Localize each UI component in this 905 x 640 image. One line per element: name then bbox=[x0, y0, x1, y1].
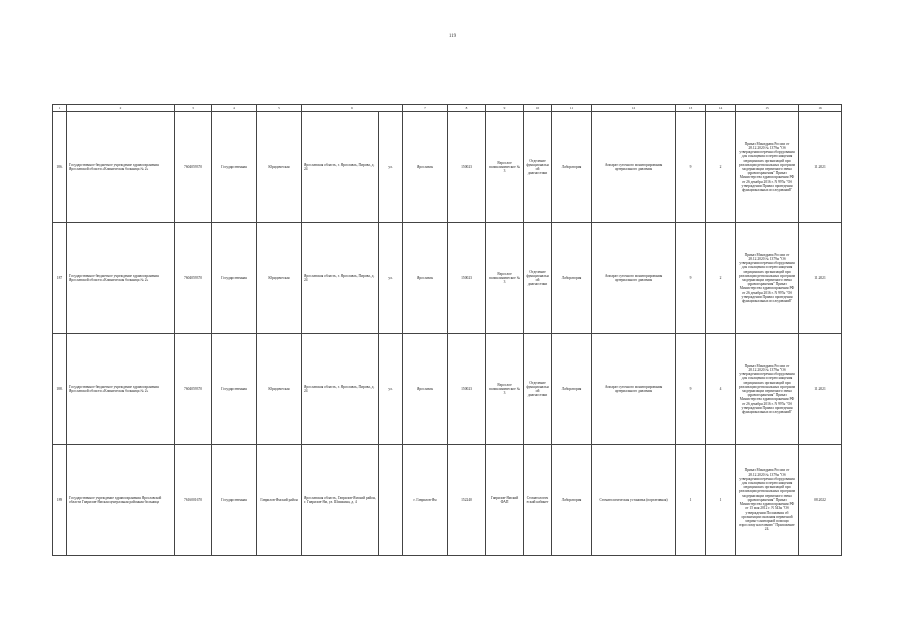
column-number: 11 bbox=[552, 105, 592, 112]
quantity-available: 2 bbox=[706, 223, 736, 334]
room: Лаборатория bbox=[552, 223, 592, 334]
column-number: 6 bbox=[302, 105, 403, 112]
room: Лаборатория bbox=[552, 334, 592, 445]
date: 11.2021 bbox=[799, 223, 842, 334]
column-number: 8 bbox=[448, 105, 486, 112]
column-number: 14 bbox=[706, 105, 736, 112]
equipment-table bbox=[52, 104, 842, 556]
column-number: 15 bbox=[736, 105, 799, 112]
city: г. Гаврилов-Ям bbox=[403, 445, 448, 556]
table-row bbox=[53, 334, 842, 445]
table-row bbox=[53, 223, 842, 334]
city: Ярославль bbox=[403, 334, 448, 445]
quantity-available: 2 bbox=[706, 112, 736, 223]
ownership-form: Государственная bbox=[212, 112, 257, 223]
column-number: 1 bbox=[53, 105, 67, 112]
column-number: 3 bbox=[175, 105, 212, 112]
legal-basis: Приказ Минздрава России от 28.12.2020 № 1379н "Об утверждении перечня оборудования для оснащения и переоснащения медицинских организаций при реализации региональных программ модернизации первичного звена здравоохранения" Приказ Министерства здравоохранения РФ от 26 декабря 2016 г. N 997н "Об утверждении Правил проведения функциональных исследований" bbox=[736, 223, 799, 334]
quantity-needed: 1 bbox=[676, 445, 706, 556]
row-number: 186. bbox=[53, 112, 67, 223]
quantity-available: 4 bbox=[706, 334, 736, 445]
address: Ярославская область, Гаврилов-Ямский район, г. Гаврилов-Ям, ул. Шишкина, д. 4 bbox=[302, 445, 379, 556]
organization-name: Государственное бюджетное учреждение здравоохранения Ярославской области «Клиническая больница № 2» bbox=[67, 112, 175, 223]
quantity-needed: 9 bbox=[676, 112, 706, 223]
entity-type: Юридическая bbox=[257, 112, 302, 223]
table-row bbox=[53, 445, 842, 556]
room: Лаборатория bbox=[552, 112, 592, 223]
column-number: 13 bbox=[676, 105, 706, 112]
row-number: 188. bbox=[53, 334, 67, 445]
inn: 7604059370 bbox=[175, 223, 212, 334]
subdepartment: Отделение функциональной диагностики bbox=[524, 334, 552, 445]
entity-type: Гаврилов-Ямский район bbox=[257, 445, 302, 556]
postal-index: 150023 bbox=[448, 112, 486, 223]
ownership-form: Государственная bbox=[212, 223, 257, 334]
postal-index: 152240 bbox=[448, 445, 486, 556]
column-number: 16 bbox=[799, 105, 842, 112]
postal-index: 150023 bbox=[448, 334, 486, 445]
column-number: 7 bbox=[403, 105, 448, 112]
city: Ярославль bbox=[403, 223, 448, 334]
date: 11.2021 bbox=[799, 334, 842, 445]
inn: 7604059370 bbox=[175, 112, 212, 223]
department: Взрослое поликлиническое № 3 bbox=[486, 223, 524, 334]
postal-index: 150023 bbox=[448, 223, 486, 334]
address: Ярославская область, г. Ярославль, Пирова, д. 24 bbox=[302, 223, 379, 334]
equipment: Аппарат суточного мониторирования артериального давления bbox=[592, 334, 676, 445]
column-number: 2 bbox=[67, 105, 175, 112]
subdepartment: Отделение функциональной диагностики bbox=[524, 112, 552, 223]
row-number: 189 bbox=[53, 445, 67, 556]
equipment: Аппарат суточного мониторирования артериального давления bbox=[592, 112, 676, 223]
department: Взрослое поликлиническое № 3 bbox=[486, 334, 524, 445]
subdepartment: Отделение функциональной диагностики bbox=[524, 223, 552, 334]
department: Взрослое поликлиническое № 3 bbox=[486, 112, 524, 223]
address: Ярославская область, г. Ярославль, Пирова, д. 24 bbox=[302, 112, 379, 223]
department: Гаврилов-Ямский ФАП bbox=[486, 445, 524, 556]
column-number: 10 bbox=[524, 105, 552, 112]
row-number: 187 bbox=[53, 223, 67, 334]
organization-name: Государственное бюджетное учреждение здравоохранения Ярославской области «Клиническая больница № 2» bbox=[67, 223, 175, 334]
ownership-form: Государственная bbox=[212, 334, 257, 445]
subdepartment: Стоматологический кабинет bbox=[524, 445, 552, 556]
street-abbr: ул. bbox=[379, 112, 403, 223]
street-abbr: ул. bbox=[379, 223, 403, 334]
page-number: 119 bbox=[448, 34, 457, 39]
column-number: 5 bbox=[257, 105, 302, 112]
date: 08.2022 bbox=[799, 445, 842, 556]
entity-type: Юридическая bbox=[257, 334, 302, 445]
table-row bbox=[53, 112, 842, 223]
ownership-form: Государственная bbox=[212, 445, 257, 556]
street-abbr bbox=[379, 445, 403, 556]
entity-type: Юридическая bbox=[257, 223, 302, 334]
legal-basis: Приказ Минздрава России от 28.12.2020 № 1379н "Об утверждении перечня оборудования для оснащения и переоснащения медицинских организаций при реализации региональных программ модернизации первичного звена здравоохранения" Приказ Министерства здравоохранения РФ от 15 мая 2012 г. N 543н "Об утверждении Положения об организации оказания первичной медико-санитарной помощи взрослому населению" Приложение 24. bbox=[736, 445, 799, 556]
equipment: Аппарат суточного мониторирования артериального давления bbox=[592, 223, 676, 334]
column-number: 9 bbox=[486, 105, 524, 112]
inn: 7604059370 bbox=[175, 334, 212, 445]
quantity-needed: 9 bbox=[676, 334, 706, 445]
date: 11.2021 bbox=[799, 112, 842, 223]
street-abbr: ул. bbox=[379, 334, 403, 445]
column-number: 4 bbox=[212, 105, 257, 112]
column-number-row bbox=[53, 105, 842, 112]
organization-name: Государственное учреждение здравоохранения Ярославской области Гаврилов-Ямская центральная районная больница bbox=[67, 445, 175, 556]
column-number: 12 bbox=[592, 105, 676, 112]
equipment: Стоматологическая установка (портативная) bbox=[592, 445, 676, 556]
legal-basis: Приказ Минздрава России от 28.12.2020 № 1379н "Об утверждении перечня оборудования для оснащения и переоснащения медицинских организаций при реализации региональных программ модернизации первичного звена здравоохранения" Приказ Министерства здравоохранения РФ от 26 декабря 2016 г. N 997н "Об утверждении Правил проведения функциональных исследований" bbox=[736, 334, 799, 445]
address: Ярославская область, г. Ярославль, Пирова, д. 24 bbox=[302, 334, 379, 445]
city: Ярославль bbox=[403, 112, 448, 223]
organization-name: Государственное бюджетное учреждение здравоохранения Ярославской области «Клиническая больница № 2» bbox=[67, 334, 175, 445]
legal-basis: Приказ Минздрава России от 28.12.2020 № 1379н "Об утверждении перечня оборудования для оснащения и переоснащения медицинских организаций при реализации региональных программ модернизации первичного звена здравоохранения" Приказ Министерства здравоохранения РФ от 26 декабря 2016 г. N 997н "Об утверждении Правил проведения функциональных исследований" bbox=[736, 112, 799, 223]
room: Лаборатория bbox=[552, 445, 592, 556]
inn: 7616001670 bbox=[175, 445, 212, 556]
quantity-needed: 9 bbox=[676, 223, 706, 334]
quantity-available: 1 bbox=[706, 445, 736, 556]
